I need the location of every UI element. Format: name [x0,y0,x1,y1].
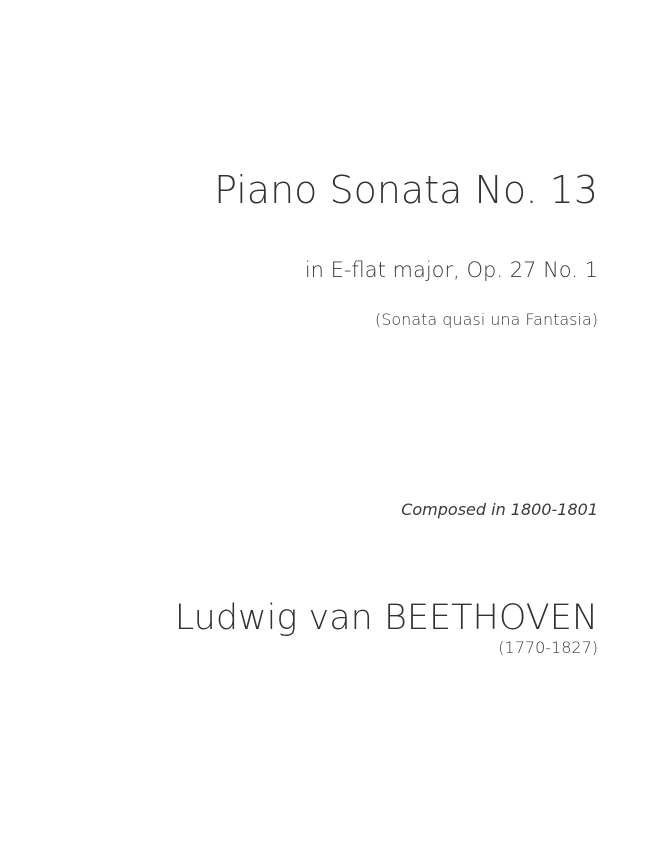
work-nickname: (Sonata quasi una Fantasia) [374,310,598,329]
composition-date: Composed in 1800-1801 [401,500,598,519]
composer-name: Ludwig van BEETHOVEN [174,598,598,638]
composer-lifespan: (1770-1827) [498,638,598,657]
work-key-opus: in E-flat major, Op. 27 No. 1 [304,258,598,282]
work-title: Piano Sonata No. 13 [214,168,598,212]
